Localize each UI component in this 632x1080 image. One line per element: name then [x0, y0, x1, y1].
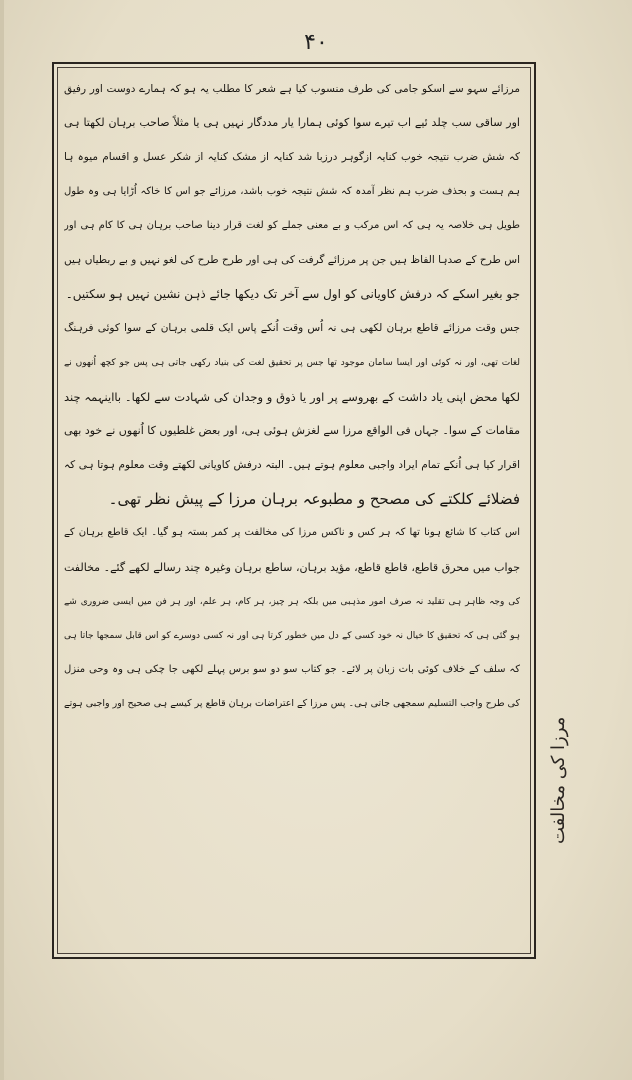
text-line: مقامات کے سوا۔ جہاں فی الواقع مرزا سے لغزش ہوئی ہی، اور بعض غلطیوں کا اُنھوں نے خود بھی [64, 423, 520, 437]
text-line: جس وقت مرزائے قاطع برہان لکھی ہی نہ اُس وقت اُنکے پاس ایک قلمی برہان کے سوا کوئی فرہنگ [64, 322, 520, 335]
text-line: اور ساقی سب چلد ئیے اب تیرے سوا کوئی ہمارا یار مددگار نہیں ہی یا مثلاً صاحب برہان لکھتا ہی [64, 116, 520, 130]
text-line: اس طرح کے صدہا الفاظ ہیں جن پر مرزائے گرفت کی ہی اور طرح طرح کی لغو نہیں و بے ربطیاں ہیں [64, 253, 520, 266]
text-line: لکھا محض اپنی یاد داشت کے بھروسے پر اور یا ذوق و وجدان کی شہادت سے لکھا۔ بااینہمہ چند [64, 389, 520, 404]
text-line: ہم ہست و بحذف ضرب ہم نظر آمدہ کہ شش نتیجہ خوب باشد، مرزائے جو اس کا خاکہ اُڑایا ہی وہ طول [64, 185, 520, 197]
text-line: لغات تھی، اور نہ کوئی اور ایسا سامان موجود تھا جس پر تحقیق لغت کی بنیاد رکھی جاتی ہی پس جو کچھ اُنھوں نے [64, 357, 520, 368]
text-line: ہو گئی ہی کہ تحقیق کا خیال نہ خود کسی کے دل میں خطور کرتا ہی اور نہ کسی دوسرے کو اس قابل سمجھا جاتا ہی [64, 631, 520, 641]
text-line: طویل ہی خلاصہ یہ ہی کہ اس مرکب و بے معنی جملے کو لغت قرار دینا صاحب برہان ہی کا کام ہی اور [64, 219, 520, 231]
text-line: جو بغیر اسکے کہ درفش کاویانی کو اول سے آخر تک دیکھا جائے ذہن نشین نہیں ہو سکتیں۔ [65, 287, 520, 302]
page-number: ۴۰ [304, 30, 328, 55]
text-line: کی طرح واجب التسلیم سمجھی جاتی ہی۔ پس مرزا کے اعتراضات برہان قاطع پر کیسے ہی صحیح اور واجبی ہوتے [64, 698, 520, 710]
text-line: کہ سلف کے خلاف کوئی بات زبان پر لائے۔ جو کتاب سو دو سو برس پہلے لکھی جا چکی ہی وہ وحی منزل [64, 664, 520, 676]
text-line: اس کتاب کا شائع ہونا تھا کہ ہر کس و ناکس مرزا کی مخالفت پر کمر بستہ ہو گیا۔ ایک قاطع برہان کے [64, 527, 520, 539]
text-line: جواب میں محرق قاطع، قاطع قاطع، مؤید برہان، ساطع برہان وغیرہ چند رسالے لکھے گئے۔ مخالفت [64, 560, 520, 574]
margin-note: مرزا کی مخالفت [548, 716, 569, 844]
text-line: مرزائے سہو سے اسکو جامی کی طرف منسوب کیا ہے شعر کا مطلب یہ ہو کہ ہمارے دوست اور رفیق [64, 83, 520, 95]
page-edge [0, 0, 4, 1080]
text-line: کی وجہ ظاہر ہی تقلید نہ صرف امور مذہبی میں بلکہ ہر چیز، ہر کام، ہر علم، اور ہر فن میں ایسی ضروری شے [64, 596, 520, 607]
text-line: فضلائے کلکتے کی مصحح و مطبوعہ برہان مرزا کے پیش نظر تھی۔ [108, 490, 520, 509]
body-text [64, 72, 520, 722]
text-line: کہ شش ضرب نتیجہ خوب کنایہ ازگوہر درزبا شد کنایہ از مشک کنایہ از شکر عسل و اقسام میوہ ہا [64, 151, 520, 164]
text-line: اقرار کیا ہی اُنکے تمام ایراد واجبی معلوم ہوتے ہیں۔ البتہ درفش کاویانی لکھتے وقت معلوم ہوتا ہی کہ [64, 459, 520, 472]
